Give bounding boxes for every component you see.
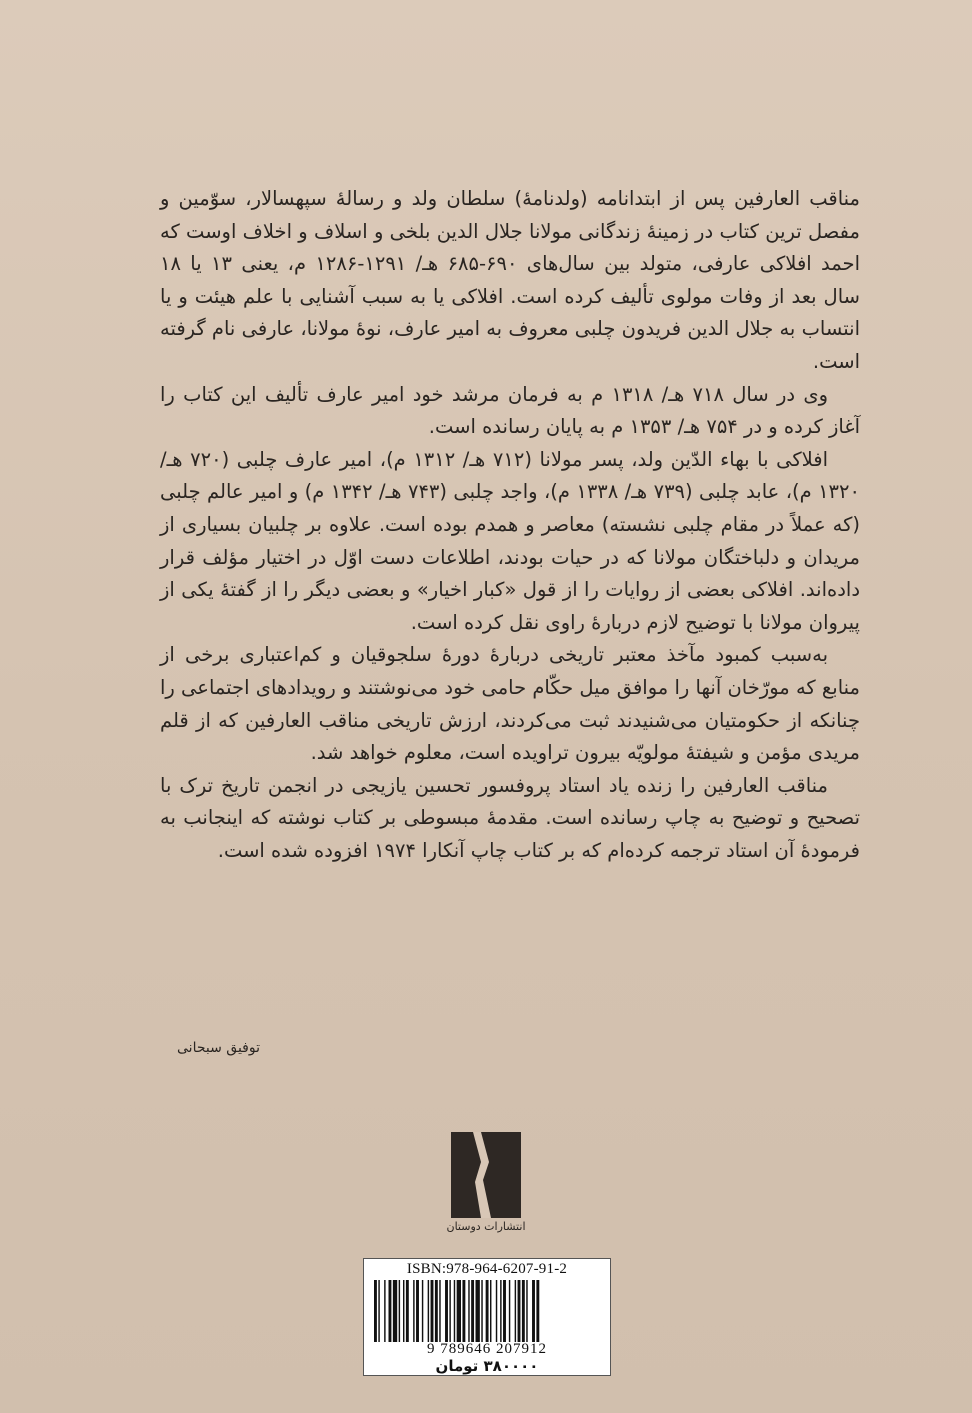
blurb-paragraph: وی در سال ۷۱۸ هـ/ ۱۳۱۸ م به فرمان مرشد خود امیر عارف تألیف این کتاب را آغاز کرده و در ۷۵۴ هـ/ ۱۳۵۳ م به پایان رسانده است. [160, 382, 860, 439]
blurb-paragraph: افلاکی با بهاء الدّین ولد، پسر مولانا (۷۱۲ هـ/ ۱۳۱۲ م)، امیر عارف چلبی (۷۲۰ هـ/ ۱۳۲۰ م)، عابد چلبی (۷۳۹ هـ/ ۱۳۳۸ م)، واجد چلبی (۷۴۳ هـ/ ۱۳۴۲ م) و امیر عالم چلبی (که عملاً در مقام چلبی نشسته) معاصر و همدم بوده است. علاوه بر چلبیان بسیاری از مریدان و دلباختگان مولانا که در حیات بودند، اطلاعات دست اوّل در اختیار مؤلف قرار داده‌اند. افلاکی بعضی از روایات را از قول «کبار اخیار» و بعضی دیگر را از گفتهٔ یکی از پیروان مولانا با توضیح لازم دربارهٔ راوی نقل کرده است. [160, 447, 860, 634]
barcode-label [363, 1258, 611, 1376]
barcode-number: 9 789646 207912 [427, 1341, 547, 1357]
back-cover-blurb [160, 183, 860, 867]
blurb-paragraph: مناقب العارفین پس از ابتدانامه (ولدنامهٔ) سلطان ولد و رسالهٔ سپهسالار، سوّمین و مفصل ترین کتاب در زمینهٔ زندگانی مولانا جلال الدین بلخی و اسلاف و اخلاف اوست که احمد افلاکی عارفی، متولد بین سال‌های ۶۹۰-۶۸۵ هـ/ ۱۲۹۱-۱۲۸۶ م، یعنی ۱۳ یا ۱۸ سال بعد از وفات مولوی تألیف کرده است. افلاکی یا به سبب آشنایی با علم هیئت و یا انتساب به جلال الدین فریدون چلبی معروف به امیر عارف، نوهٔ مولانا، عارفی نام گرفته است. [160, 187, 861, 373]
isbn-text: ISBN:978-964-6207-91-2 [406, 1261, 568, 1277]
barcode-icon [372, 1280, 602, 1342]
publisher-logo-icon [451, 1132, 521, 1218]
blurb-paragraph: مناقب العارفین را زنده یاد استاد پروفسور تحسین یازیجی در انجمن تاریخ ترک با تصحیح و توضیح به چاپ رسانده است. مقدمهٔ مبسوطی بر کتاب نوشته که اینجانب به فرمودهٔ آن استاد ترجمه کرده‌ام که بر کتاب چاپ آنکارا ۱۹۷۴ افزوده شده است. [160, 773, 860, 862]
publisher-name: انتشارات دوستان [446, 1220, 526, 1233]
translator-signature: توفیق سبحانی [177, 1040, 260, 1056]
price-label: ۳۸۰۰۰۰ تومان [435, 1357, 539, 1375]
blurb-paragraph: به‌سبب کمبود مآخذ معتبر تاریخی دربارهٔ دورهٔ سلجوقیان و کم‌اعتباری برخی از منابع که مورّخان آنها را موافق میل حکّام حامی خود می‌نوشتند و رویدادهای اجتماعی را چنانکه از حکومتیان می‌شنیدند ثبت می‌کردند، ارزش تاریخی مناقب العارفین که از قلم مریدی مؤمن و شیفتهٔ مولویّه بیرون تراویده است، معلوم خواهد شد. [160, 643, 860, 765]
